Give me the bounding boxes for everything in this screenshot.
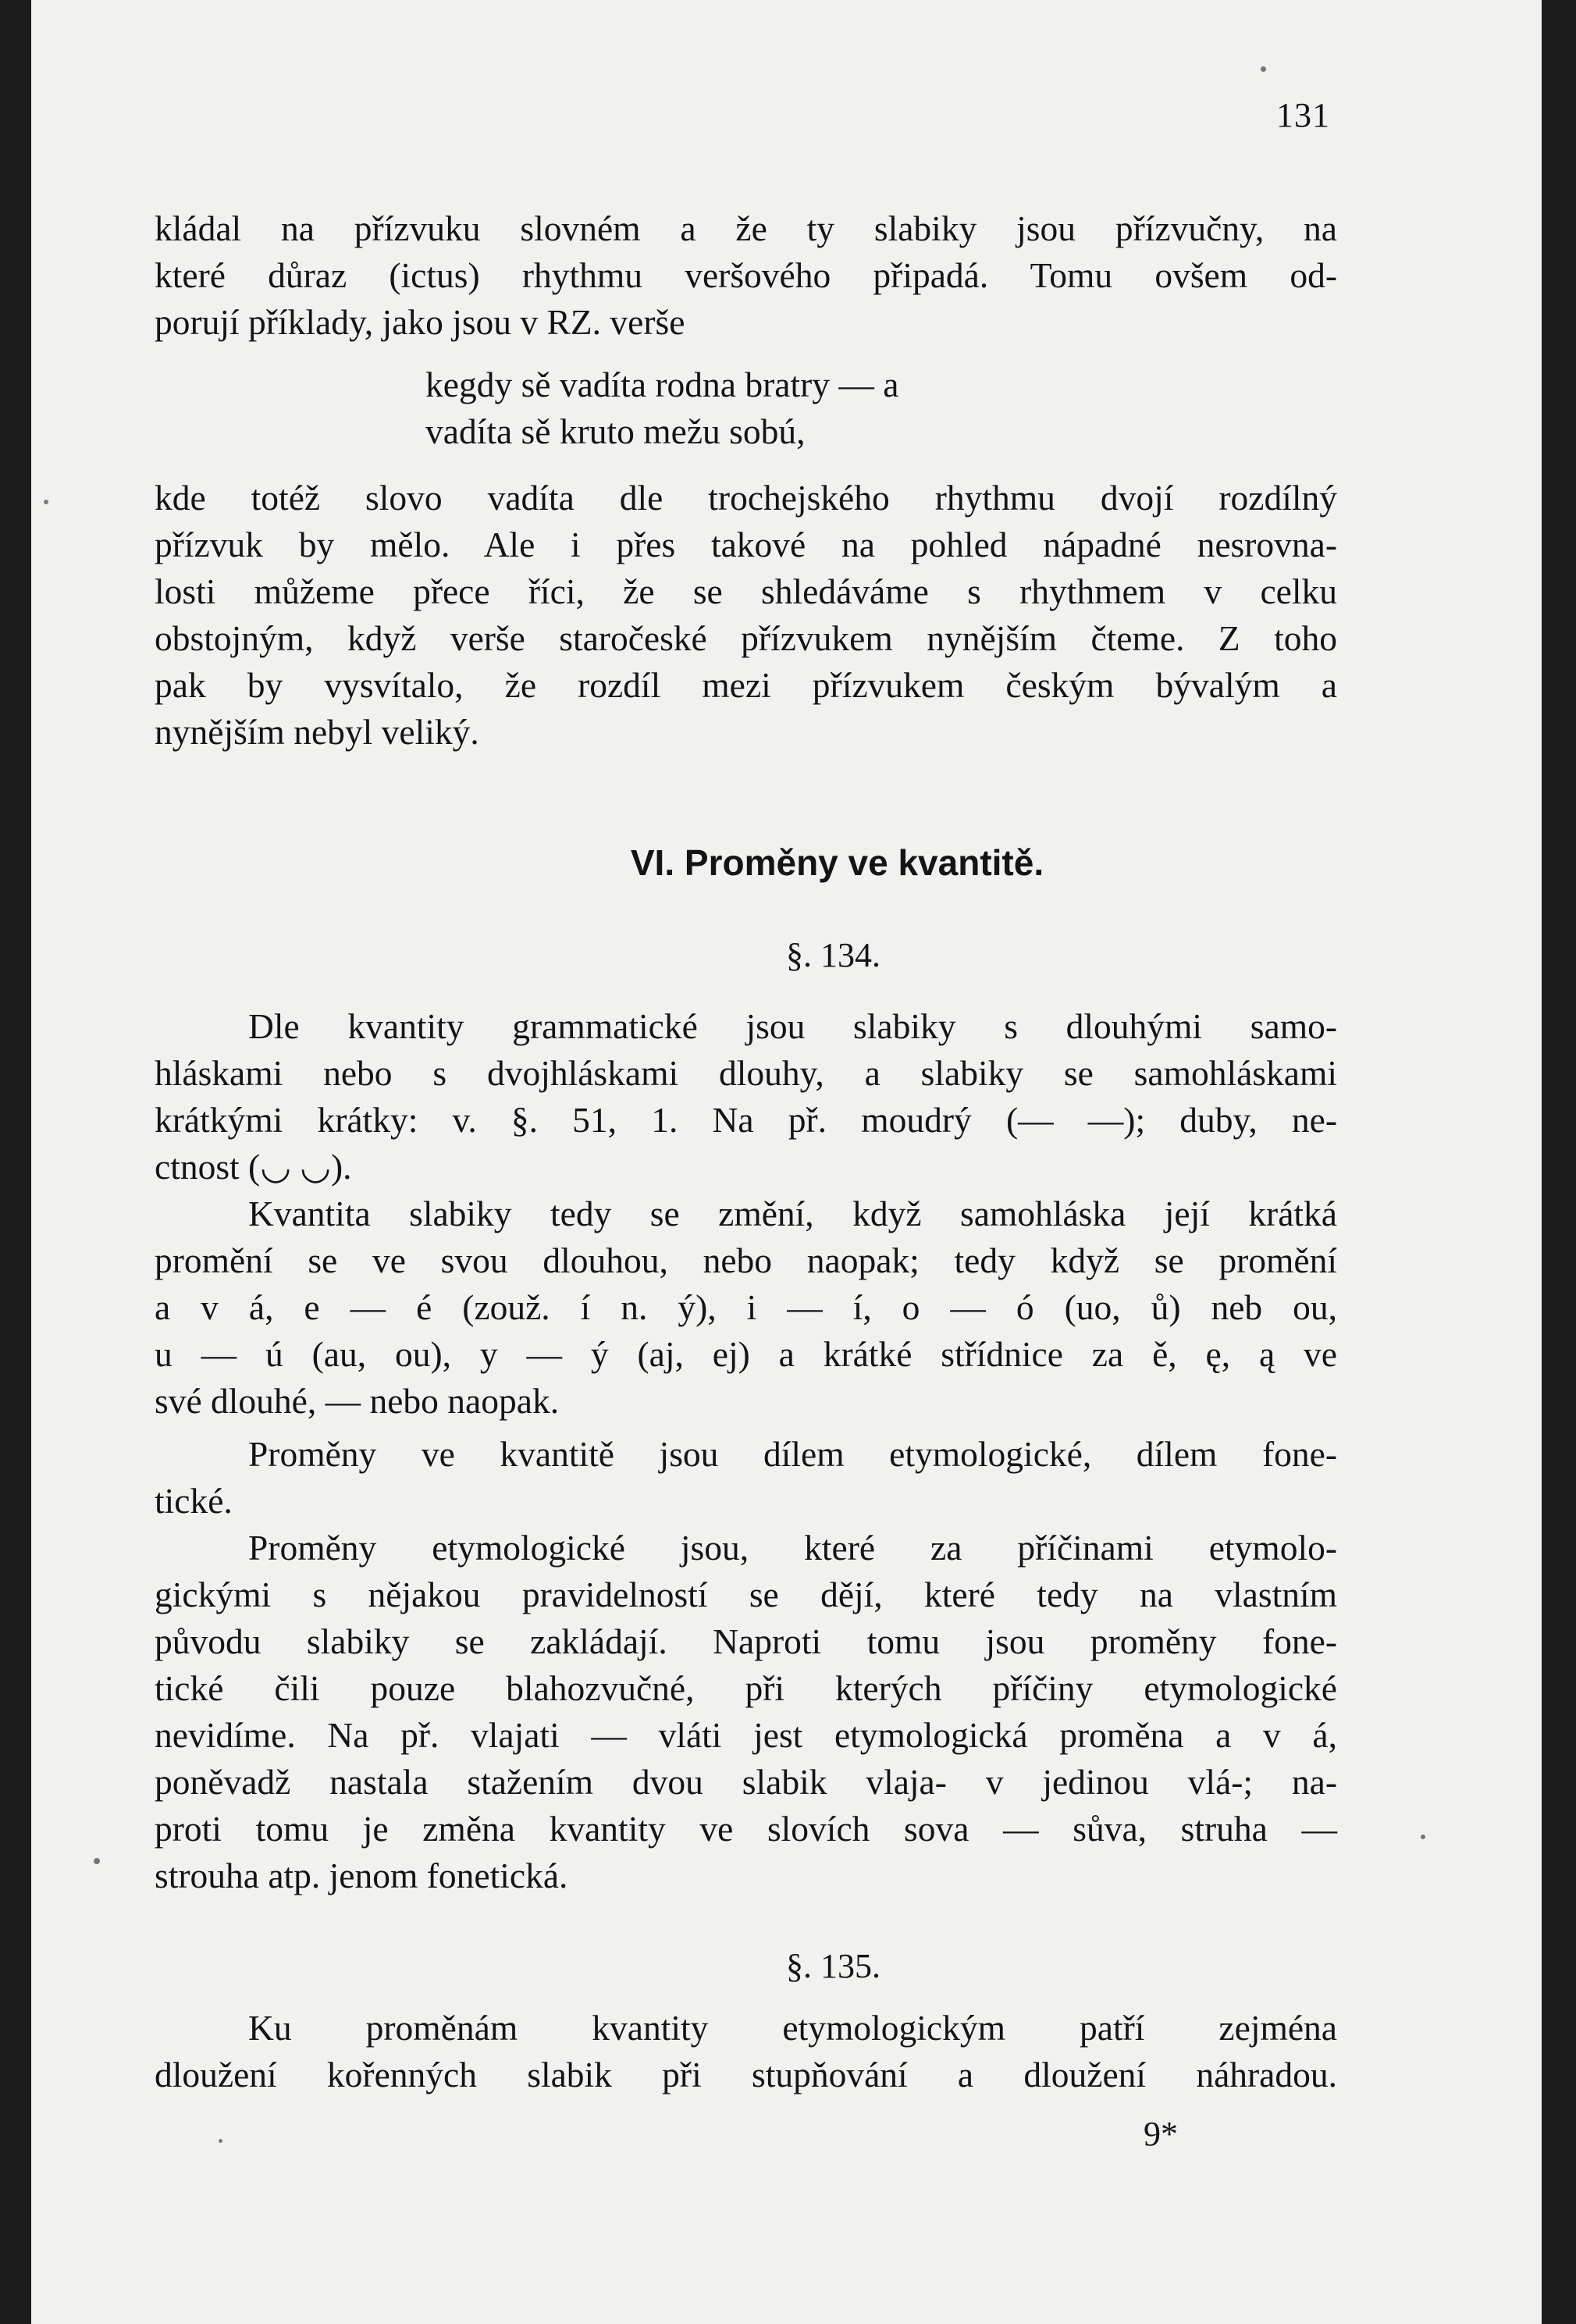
scan-speck <box>1421 1835 1425 1839</box>
paragraph-134-b <box>155 1190 1337 1425</box>
scan-speck <box>94 1858 100 1864</box>
text-line: obstojným, když verše staročeské přízvukem nynějším čteme. Z toho <box>155 618 1337 658</box>
paragraph-rhythm <box>155 475 1337 756</box>
text-line: a v á, e — é (zouž. í n. ý), i — í, o — ó (uo, ů) neb ou, <box>155 1287 1337 1327</box>
paragraph-intro <box>155 205 1337 346</box>
text-line: Proměny etymologické jsou, které za příčinami etymolo- <box>248 1528 1337 1568</box>
text-line: nevidíme. Na př. vlajati — vláti jest etymologická proměna a v á, <box>155 1715 1337 1755</box>
section-mark-135: §. 135. <box>786 1947 880 1985</box>
page-number: 131 <box>1276 96 1330 134</box>
text-line: pak by vysvítalo, že rozdíl mezi přízvukem českým bývalým a <box>155 665 1337 705</box>
text-line: Dle kvantity grammatické jsou slabiky s dlouhými samo- <box>248 1006 1337 1046</box>
book-page <box>31 0 1542 2324</box>
section-heading: VI. Proměny ve kvantitě. <box>630 842 1044 883</box>
paragraph-134-a <box>155 1003 1337 1190</box>
text-line: kde totéž slovo vadíta dle trochejského rhythmu dvojí rozdílný <box>155 478 1337 518</box>
paragraph-135-a <box>155 2005 1337 2098</box>
section-mark-134: §. 134. <box>786 936 880 974</box>
text-line: své dlouhé, — nebo naopak. <box>155 1381 560 1421</box>
catchword: 9* <box>1144 2115 1178 2153</box>
text-line: hláskami nebo s dvojhláskami dlouhy, a slabiky se samohláskami <box>155 1053 1337 1093</box>
text-line: přízvuk by mělo. Ale i přes takové na pohled nápadné nesrovna- <box>155 525 1337 564</box>
text-line: porují příklady, jako jsou v RZ. verše <box>155 302 685 342</box>
text-line: Kvantita slabiky tedy se změní, když samohláska její krátká <box>248 1194 1337 1233</box>
text-line: tické. <box>155 1481 233 1521</box>
text-line: strouha atp. jenom fonetická. <box>155 1856 568 1895</box>
text-line: poněvadž nastala stažením dvou slabik vlaja- v jedinou vlá-; na- <box>155 1762 1337 1802</box>
text-line: Ku proměnám kvantity etymologickým patří zejména <box>248 2008 1337 2048</box>
text-line: krátkými krátky: v. §. 51, 1. Na př. moudrý (— —); duby, ne- <box>155 1100 1337 1140</box>
text-line: gickými s nějakou pravidelností se dějí, které tedy na vlastním <box>155 1575 1337 1614</box>
text-line: dloužení kořenných slabik při stupňování a dloužení náhradou. <box>155 2055 1337 2094</box>
paragraph-134-d <box>155 1525 1337 1899</box>
paragraph-134-c <box>155 1431 1337 1525</box>
text-line: losti můžeme přece říci, že se shledáváme s rhythmem v celku <box>155 571 1337 611</box>
text-line: které důraz (ictus) rhythmu veršového připadá. Tomu ovšem od- <box>155 255 1337 295</box>
text-line: Proměny ve kvantitě jsou dílem etymologické, dílem fone- <box>248 1434 1337 1474</box>
verse-quotation <box>425 361 898 455</box>
scan-speck <box>44 500 48 504</box>
text-line: tické čili pouze blahozvučné, při kterých příčiny etymologické <box>155 1668 1337 1708</box>
text-line: nynějším nebyl veliký. <box>155 712 479 752</box>
text-line: původu slabiky se zakládají. Naproti tomu jsou proměny fone- <box>155 1621 1337 1661</box>
text-line: ctnost (◡ ◡). <box>155 1147 352 1187</box>
verse-line: vadíta sě kruto mežu sobú, <box>425 411 806 451</box>
text-line: proti tomu je změna kvantity ve slovích sova — sůva, struha — <box>155 1809 1337 1849</box>
verse-line: kegdy sě vadíta rodna bratry — a <box>425 365 899 404</box>
scan-speck <box>219 2139 222 2143</box>
scan-speck <box>1261 66 1266 72</box>
text-line: kládal na přízvuku slovném a že ty slabiky jsou přízvučny, na <box>155 208 1337 248</box>
text-line: promění se ve svou dlouhou, nebo naopak; tedy když se promění <box>155 1240 1337 1280</box>
text-line: u — ú (au, ou), y — ý (aj, ej) a krátké střídnice za ě, ę, ą ve <box>155 1334 1337 1374</box>
